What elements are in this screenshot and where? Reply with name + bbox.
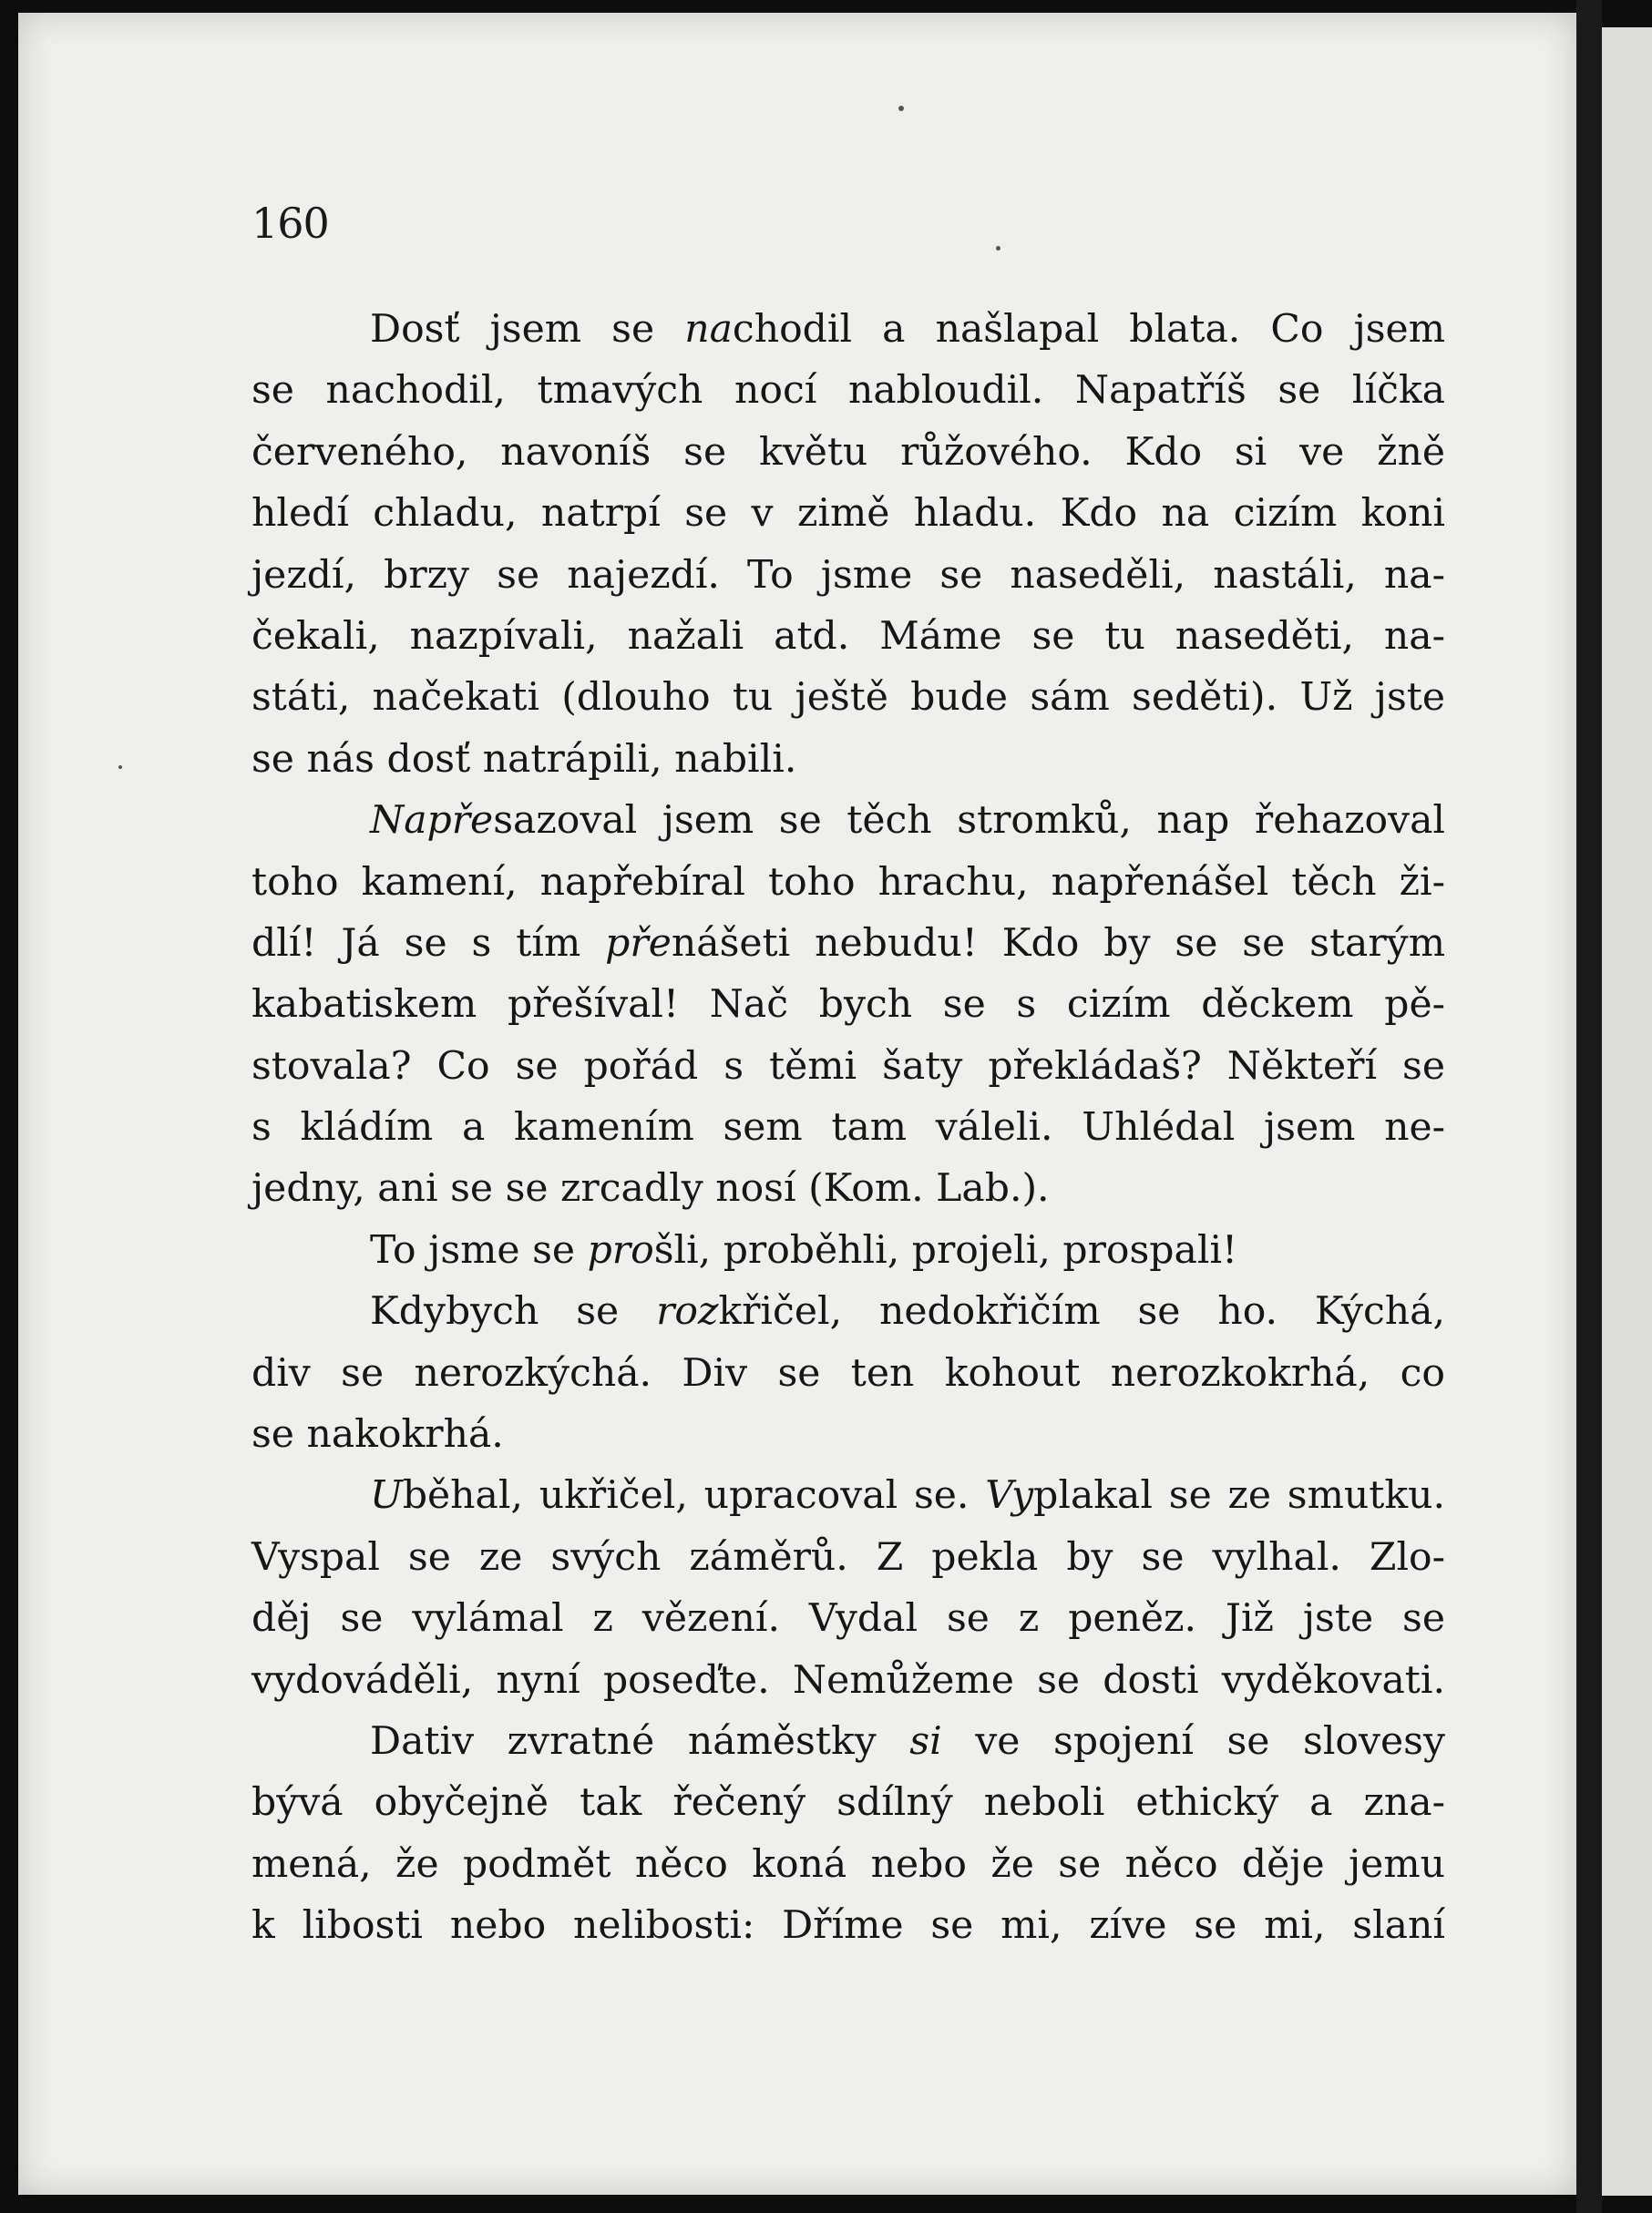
text-line: s kládím a kamením sem tam váleli. Uhlédal jsem ne- [251, 1105, 1445, 1151]
text-run: ve spojení se slovesy [941, 1718, 1445, 1764]
text-line: státi, načekati (dlouho tu ještě bude sám seděti). Už jste [251, 675, 1445, 721]
dust-speck [898, 106, 904, 111]
paragraph [251, 1465, 1445, 1711]
paragraph [251, 299, 1445, 790]
text-run: To jsme se [370, 1227, 588, 1273]
page-gutter-edge [1576, 0, 1602, 2213]
text-run: šli, proběhli, projeli, prospali! [653, 1227, 1238, 1273]
text-line: jedny, ani se se zrcadly nosí (Kom. Lab.). [251, 1166, 1050, 1212]
text-line: čekali, nazpívali, nažali atd. Máme se tu naseděti, na- [251, 613, 1445, 659]
emphasized-prefix: roz [656, 1289, 719, 1335]
emphasized-prefix: Napře [370, 798, 494, 844]
text-line: bývá obyčejně tak řečený sdílný neboli ethický a zna- [251, 1780, 1445, 1826]
emphasized-prefix: pře [605, 920, 672, 966]
text-run: Kdybych se [370, 1289, 657, 1335]
paragraph [251, 1711, 1445, 1957]
adjacent-page-edge [1602, 27, 1652, 2196]
text-line: se nás dosť natrápili, nabili. [251, 736, 797, 782]
text-line: děj se vylámal z vězení. Vydal se z peněz. Již jste se [251, 1596, 1445, 1642]
text-line: stovala? Co se pořád s těmi šaty překládaš? Někteří se [251, 1043, 1445, 1089]
text-line [251, 790, 1445, 851]
text-run: nášeti nebudu! Kdo by se se starým [671, 920, 1445, 966]
text-line: hledí chladu, natrpí se v zimě hladu. Kdo na cizím koni [251, 491, 1445, 537]
text-line: mená, že podmět něco koná nebo že se něco děje jemu [251, 1841, 1445, 1887]
text-run: sazoval jsem se těch stromků, nap řehazoval [493, 798, 1445, 844]
text-line: se nachodil, tmavých nocí nabloudil. Napatříš se líčka [251, 368, 1445, 414]
emphasized-prefix: si [909, 1718, 942, 1764]
text-run: Dativ zvratné náměstky [370, 1718, 910, 1764]
emphasized-prefix: U [370, 1473, 403, 1519]
dust-speck [118, 765, 122, 769]
emphasized-prefix: Vy [985, 1473, 1034, 1519]
text-line: jezdí, brzy se najezdí. To jsme se naseděli, nastáli, na- [251, 552, 1445, 598]
paragraph [251, 1281, 1445, 1465]
paragraph [251, 1220, 1445, 1281]
text-line: toho kamení, napřebíral toho hrachu, napřenášel těch ži- [251, 859, 1445, 905]
text-line [251, 1711, 1445, 1772]
emphasized-prefix: na [684, 307, 733, 352]
text-line: vydováděli, nyní poseďte. Nemůžeme se dosti vyděkovati. [251, 1657, 1445, 1703]
text-line [251, 913, 1445, 974]
text-line: červeného, navoníš se květu růžového. Kdo si ve žně [251, 429, 1445, 475]
page-body-text [251, 299, 1445, 1957]
page-number: 160 [251, 199, 329, 248]
text-line [251, 1220, 1445, 1281]
text-line: Vyspal se ze svých záměrů. Z pekla by se vylhal. Zlo- [251, 1534, 1445, 1580]
text-line [251, 1281, 1445, 1342]
text-run: chodil a našlapal blata. Co jsem [732, 307, 1446, 352]
text-line [251, 299, 1445, 360]
text-run: plakal se ze smutku. [1033, 1473, 1445, 1519]
text-run: běhal, ukřičel, upracoval se. [402, 1473, 986, 1519]
text-run: křičel, nedokřičím se ho. Kýchá, [718, 1289, 1445, 1335]
text-run: Dosť jsem se [370, 307, 685, 352]
text-line [251, 1465, 1445, 1526]
emphasized-prefix: pro [587, 1227, 654, 1273]
text-line: kabatiskem přešíval! Nač bych se s cizím děckem pě- [251, 982, 1445, 1028]
text-line: k libosti nebo nelibosti: Dříme se mi, zíve se mi, slaní [251, 1903, 1445, 1949]
dust-speck [996, 246, 1000, 251]
paragraph [251, 790, 1445, 1220]
text-line: se nakokrhá. [251, 1412, 504, 1458]
text-line: div se nerozkýchá. Div se ten kohout nerozkokrhá, co [251, 1350, 1445, 1396]
text-run: dlí! Já se s tím [251, 920, 606, 966]
